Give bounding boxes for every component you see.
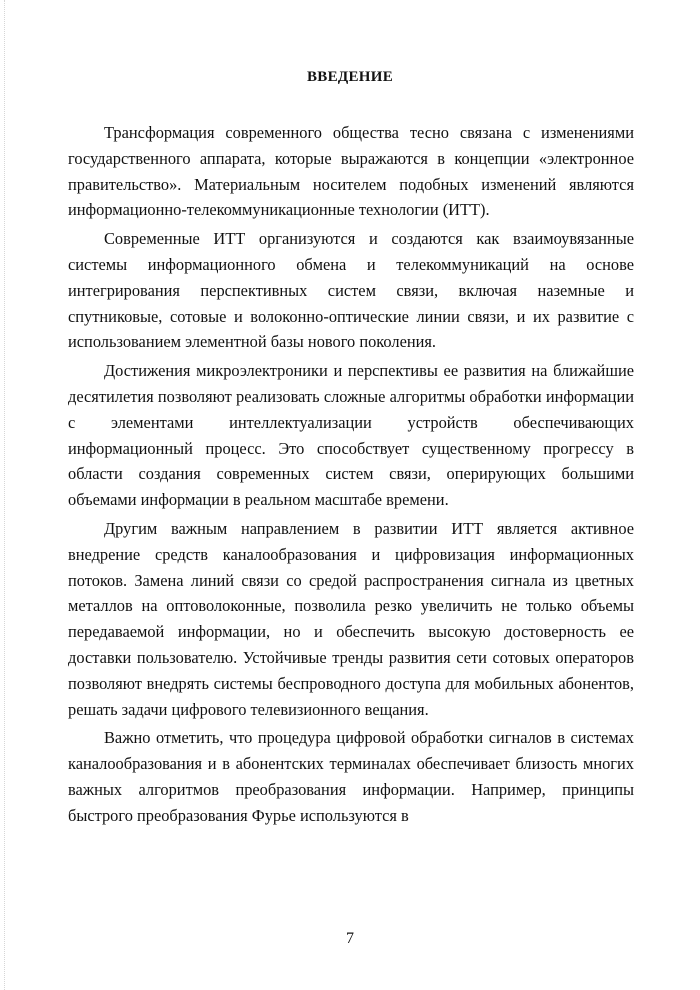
paragraph-4: Другим важным направлением в развитии ИТТ является активное внедрение средств каналообразования и цифровизация информационных потоков. Замена линий связи со средой распространения сигнала из цветных металлов на оптоволоконные, позволила резко увеличить не только объемы передаваемой информации, но и обеспечить высокую достоверность ее доставки пользователю. Устойчивые тренды развития сети сотовых операторов позволяют внедрять системы беспроводного доступа для мобильных абонентов, решать задачи цифрового телевизионного вещания. (68, 518, 634, 719)
section-heading: ВВЕДЕНИЕ (306, 69, 394, 85)
paragraph-2: Современные ИТТ организуются и создаются как взаимоувязанные системы информационного обмена и телекоммуникаций на основе интегрирования перспективных систем связи, включая наземные и спутниковые, сотовые и волоконно-оптические линии связи, и их развитие с использованием элементной базы нового поколения. (68, 229, 634, 352)
body-text (68, 120, 634, 829)
page-number: 7 (346, 930, 354, 947)
paragraph-3: Достижения микроэлектроники и перспективы ее развития на ближайшие десятилетия позволяют реализовать сложные алгоритмы обработки информации с элементами интеллектуализации устройств обеспечивающих информационный процесс. Это способствует существенному прогрессу в области создания современных систем связи, оперирующих большими объемами информации в реальном масштабе времени. (68, 361, 634, 510)
page-edge-divider (4, 0, 5, 990)
paragraph-5: Важно отметить, что процедура цифровой обработки сигналов в системах каналообразования и в абонентских терминалах обеспечивает близость многих важных алгоритмов преобразования информации. Например, принципы быстрого преобразования Фурье используются в (68, 728, 634, 825)
paragraph-1: Трансформация современного общества тесно связана с изменениями государственного аппарата, которые выражаются в концепции «электронное правительство». Материальным носителем подобных изменений являются информационно-телекоммуникационные технологии (ИТТ). (68, 123, 634, 220)
